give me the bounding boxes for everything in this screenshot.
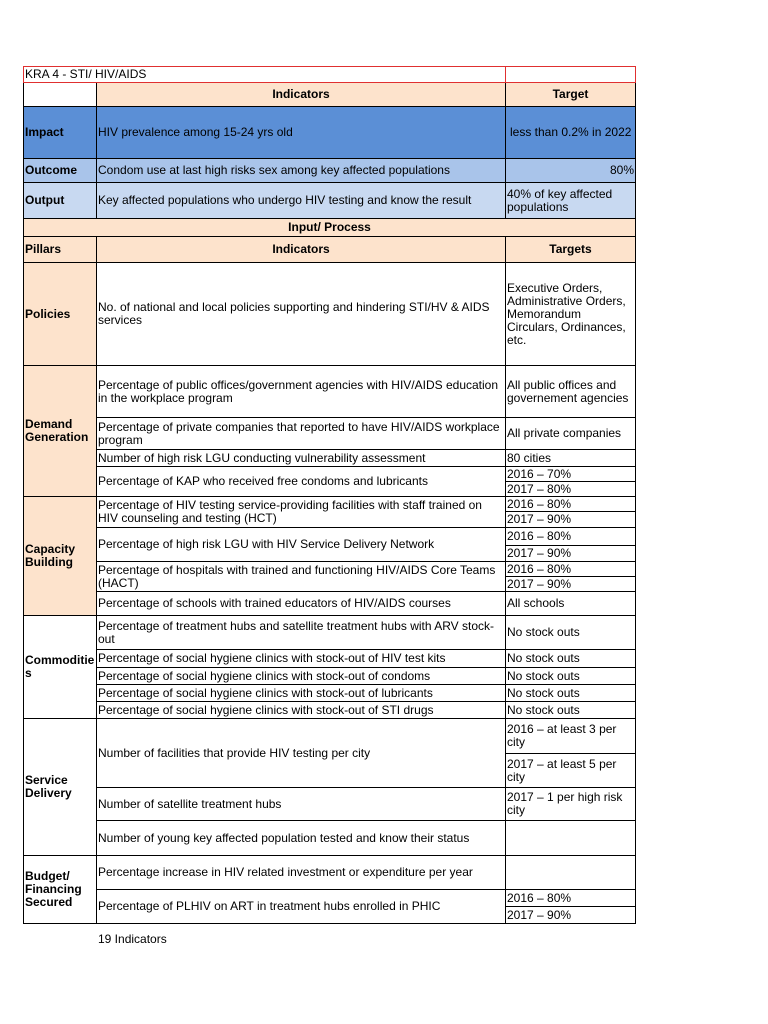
budget-indicator-2: Percentage of PLHIV on ART in treatment hubs enrolled in PHIC [97,890,506,924]
commodities-indicator-4: Percentage of social hygiene clinics with stock-out of lubricants [97,685,506,702]
budget-target-1 [506,856,636,890]
capacity-indicator-4: Percentage of schools with trained educators of HIV/AIDS courses [97,592,506,616]
header-target: Target [506,83,636,107]
output-indicator: Key affected populations who undergo HIV testing and know the result [97,183,506,219]
policies-label: Policies [24,263,97,366]
impact-target: less than 0.2% in 2022 [506,107,636,159]
indicator-count: 19 Indicators [98,932,167,946]
budget-target-2a: 2016 – 80% [506,890,636,907]
service-target-3 [506,821,636,856]
commodities-indicator-5: Percentage of social hygiene clinics with stock-out of STI drugs [97,702,506,719]
output-label: Output [24,183,97,219]
commodities-target-5: No stock outs [506,702,636,719]
commodities-indicator-3: Percentage of social hygiene clinics with stock-out of condoms [97,668,506,685]
demand-label: Demand Generation [24,366,97,497]
budget-target-2b: 2017 – 90% [506,907,636,924]
capacity-indicator-1: Percentage of HIV testing service-providing facilities with staff trained on HIV counseling and testing (HCT) [97,497,506,528]
service-indicator-3: Number of young key affected population tested and know their status [97,821,506,856]
outcome-target: 80% [506,159,636,183]
demand-target-1: All public offices and governement agencies [506,366,636,418]
kra-table [23,66,636,924]
outcome-indicator: Condom use at last high risks sex among key affected populations [97,159,506,183]
capacity-indicator-3: Percentage of hospitals with trained and functioning HIV/AIDS Core Teams (HACT) [97,562,506,592]
impact-indicator: HIV prevalence among 15-24 yrs old [97,107,506,159]
budget-label: Budget/ Financing Secured [24,856,97,924]
service-target-1a: 2016 – at least 3 per city [506,719,636,754]
service-target-1b: 2017 – at least 5 per city [506,754,636,788]
output-target: 40% of key affected populations [506,183,636,219]
kra-title: KRA 4 - STI/ HIV/AIDS [24,67,506,83]
pillars-targets-header: Targets [506,237,636,263]
commodities-target-3: No stock outs [506,668,636,685]
capacity-target-3a: 2016 – 80% [506,562,636,577]
service-indicator-2: Number of satellite treatment hubs [97,788,506,821]
header-indicators: Indicators [97,83,506,107]
demand-target-3: 80 cities [506,450,636,467]
service-label: Service Delivery [24,719,97,856]
demand-target-4b: 2017 – 80% [506,482,636,497]
policies-target: Executive Orders, Administrative Orders, Memorandum Circulars, Ordinances, etc. [506,263,636,366]
kra-title-blank [506,67,636,83]
demand-target-2: All private companies [506,418,636,450]
capacity-indicator-2: Percentage of high risk LGU with HIV Service Delivery Network [97,528,506,562]
input-process-heading: Input/ Process [24,219,636,237]
capacity-target-1a: 2016 – 80% [506,497,636,512]
capacity-target-1b: 2017 – 90% [506,512,636,528]
demand-indicator-2: Percentage of private companies that reported to have HIV/AIDS workplace program [97,418,506,450]
header-blank [24,83,97,107]
commodities-indicator-2: Percentage of social hygiene clinics with stock-out of HIV test kits [97,650,506,668]
demand-indicator-4: Percentage of KAP who received free condoms and lubricants [97,467,506,497]
service-indicator-1: Number of facilities that provide HIV testing per city [97,719,506,788]
capacity-target-4: All schools [506,592,636,616]
commodities-label: Commoditie s [24,616,97,719]
commodities-indicator-1: Percentage of treatment hubs and satellite treatment hubs with ARV stock-out [97,616,506,650]
demand-target-4a: 2016 – 70% [506,467,636,482]
demand-indicator-1: Percentage of public offices/government agencies with HIV/AIDS education in the workplace program [97,366,506,418]
budget-indicator-1: Percentage increase in HIV related investment or expenditure per year [97,856,506,890]
capacity-target-2a: 2016 – 80% [506,528,636,546]
pillars-indicators-header: Indicators [97,237,506,263]
capacity-target-2b: 2017 – 90% [506,546,636,562]
demand-indicator-3: Number of high risk LGU conducting vulnerability assessment [97,450,506,467]
service-target-2: 2017 – 1 per high risk city [506,788,636,821]
commodities-target-4: No stock outs [506,685,636,702]
capacity-label: Capacity Building [24,497,97,616]
outcome-label: Outcome [24,159,97,183]
pillars-header: Pillars [24,237,97,263]
impact-label: Impact [24,107,97,159]
capacity-target-3b: 2017 – 90% [506,577,636,592]
commodities-target-2: No stock outs [506,650,636,668]
commodities-target-1: No stock outs [506,616,636,650]
policies-indicator: No. of national and local policies supporting and hindering STI/HV & AIDS services [97,263,506,366]
